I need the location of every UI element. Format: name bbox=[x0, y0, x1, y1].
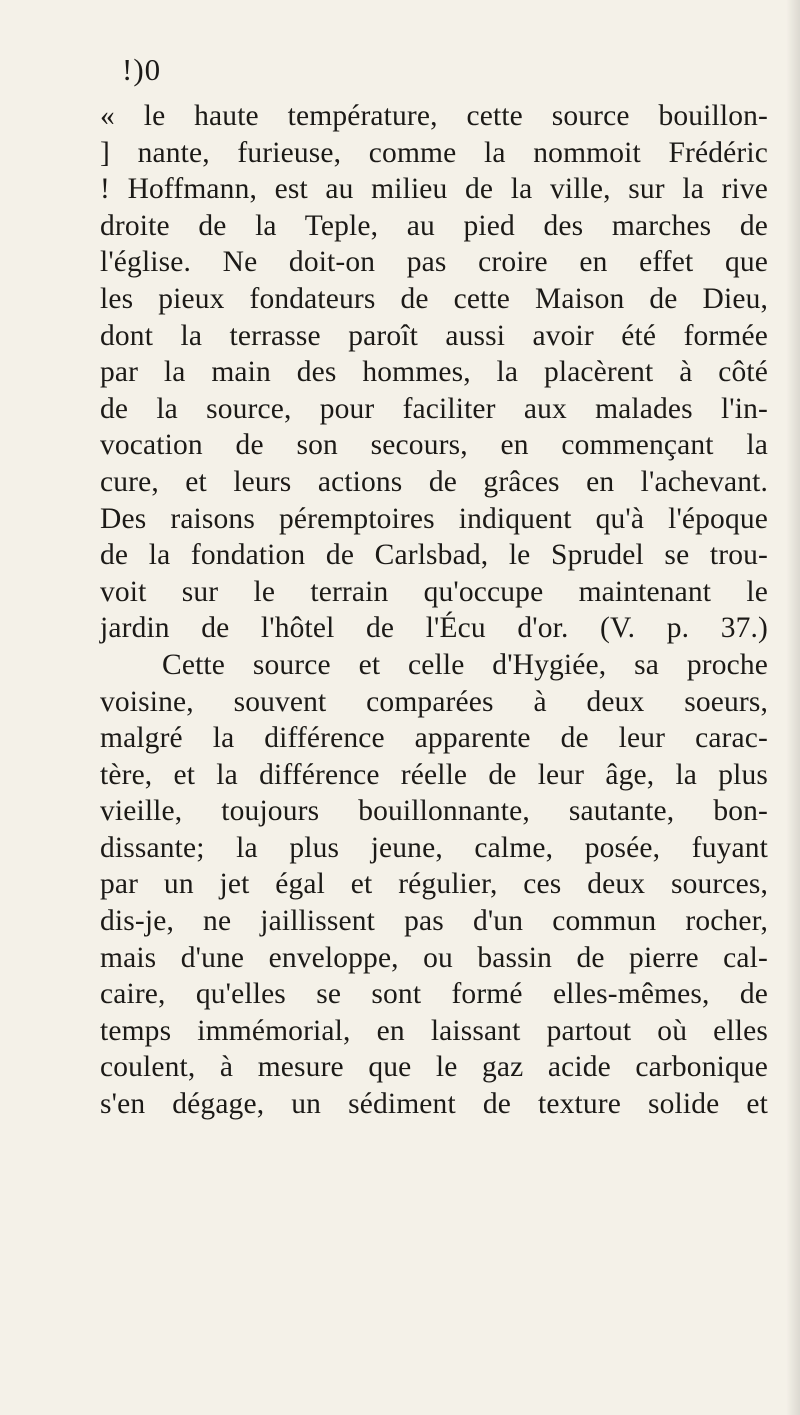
text-line: dis-je, ne jaillissent pas d'un commun rocher, bbox=[100, 905, 768, 938]
text-line: voit sur le terrain qu'occupe maintenant le bbox=[100, 575, 768, 608]
text-line: vocation de son secours, en commençant la bbox=[100, 429, 768, 462]
text-line: les pieux fondateurs de cette Maison de Dieu, bbox=[100, 282, 768, 315]
text-line: vieille, toujours bouillonnante, sautante, bon- bbox=[100, 795, 768, 828]
text-line: malgré la différence apparente de leur carac- bbox=[100, 722, 768, 755]
text-line: de la source, pour faciliter aux malades l'in- bbox=[100, 392, 768, 425]
text-line: cure, et leurs actions de grâces en l'achevant. bbox=[100, 465, 768, 498]
text-line: voisine, souvent comparées à deux soeurs, bbox=[100, 685, 768, 718]
page-edge-shadow bbox=[786, 0, 800, 1415]
text-line: temps immémorial, en laissant partout où elles bbox=[100, 1014, 768, 1047]
text-line: « le haute température, cette source bouillon- bbox=[100, 100, 768, 132]
text-line: caire, qu'elles se sont formé elles-mêmes, de bbox=[100, 978, 768, 1011]
text-line: dissante; la plus jeune, calme, posée, fuyant bbox=[100, 831, 768, 864]
text-line: droite de la Teple, au pied des marches de bbox=[100, 209, 768, 242]
text-line: de la fondation de Carlsbad, le Sprudel se trou- bbox=[100, 539, 768, 572]
text-line: coulent, à mesure que le gaz acide carbonique bbox=[100, 1051, 768, 1084]
text-line: ! Hoffmann, est au milieu de la ville, sur la rive bbox=[100, 173, 768, 206]
text-line: jardin de l'hôtel de l'Écu d'or. (V. p. 37.) bbox=[100, 612, 768, 645]
page-number: !)0 bbox=[122, 52, 162, 87]
text-line: ] nante, furieuse, comme la nommoit Frédéric bbox=[100, 136, 768, 169]
text-line: s'en dégage, un sédiment de texture solide et bbox=[100, 1088, 768, 1121]
body-text bbox=[100, 98, 768, 1123]
text-line: mais d'une enveloppe, ou bassin de pierre cal- bbox=[100, 941, 768, 974]
text-line: tère, et la différence réelle de leur âge, la plus bbox=[100, 758, 768, 791]
text-line: l'église. Ne doit-on pas croire en effet que bbox=[100, 246, 768, 279]
text-line: par un jet égal et régulier, ces deux sources, bbox=[100, 868, 768, 901]
text-line: par la main des hommes, la placèrent à côté bbox=[100, 356, 768, 389]
text-line: Cette source et celle d'Hygiée, sa proche bbox=[162, 648, 768, 681]
text-line: Des raisons péremptoires indiquent qu'à l'époque bbox=[100, 502, 768, 535]
text-line: dont la terrasse paroît aussi avoir été formée bbox=[100, 319, 768, 352]
